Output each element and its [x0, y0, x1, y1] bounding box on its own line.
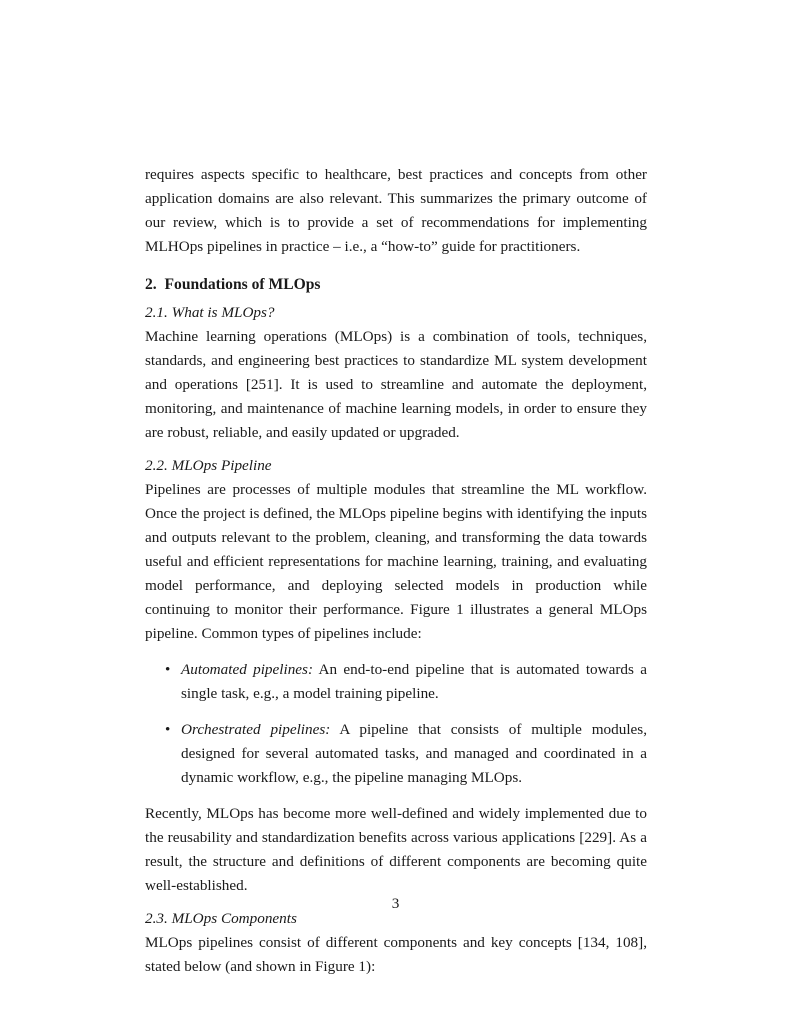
- section-title: Foundations of MLOps: [164, 276, 321, 293]
- bullet-icon: •: [165, 721, 171, 738]
- what-is-mlops-paragraph: Machine learning operations (MLOps) is a combination of tools, techniques, standards, and engineering best practices to standardize ML system development and operations [251]. It is used to streamline and automate the deployment, monitoring, and maintenance of machine learning models, in order to ensure they are robust, reliable, and easily updated or upgraded.: [145, 328, 647, 441]
- list-item-text: A pipeline that consists of multiple modules, designed for several automated tasks, and managed and coordinated in a dynamic workflow, e.g., the pipeline managing MLOps.: [181, 721, 648, 786]
- subsection-title: MLOps Components: [171, 910, 297, 927]
- mlops-pipeline-closing-paragraph: Recently, MLOps has become more well-defined and widely implemented due to the reusability and standardization benefits across various applications [229]. As a result, the structure and definitions of different components are becoming quite well-established.: [145, 805, 647, 894]
- mlops-pipeline-paragraph: Pipelines are processes of multiple modules that streamline the ML workflow. Once the project is defined, the MLOps pipeline begins with identifying the inputs and outputs relevant to the problem, cleaning, and transforming the data towards useful and efficient representations for machine learning, training, and evaluating model performance, and deploying selected models in production while continuing to monitor their performance. Figure 1 illustrates a general MLOps pipeline. Common types of pipelines include:: [145, 481, 647, 642]
- list-item-text: An end-to-end pipeline that is automated towards a single task, e.g., a model training pipeline.: [181, 661, 647, 702]
- list-item-term: Automated pipelines:: [181, 661, 314, 678]
- page-number: 3: [391, 895, 400, 912]
- page-body: [145, 163, 647, 979]
- list-item: [145, 718, 647, 790]
- pipeline-types-list: [145, 658, 647, 790]
- subsection-number: 2.2.: [145, 457, 168, 474]
- subsection-number: 2.1.: [145, 304, 168, 321]
- subsection-title: What is MLOps?: [171, 304, 275, 321]
- subsection-number: 2.3.: [145, 910, 168, 927]
- subsection-heading-what-is-mlops: [145, 301, 647, 325]
- mlops-components-paragraph: MLOps pipelines consist of different components and key concepts [134, 108], stated below (and shown in Figure 1):: [145, 934, 647, 975]
- intro-paragraph: requires aspects specific to healthcare, best practices and concepts from other application domains are also relevant. This summarizes the primary outcome of our review, which is to provide a set of recommendations for implementing MLHOps pipelines in practice – i.e., a “how-to” guide for practitioners.: [145, 166, 647, 255]
- list-item: [145, 658, 647, 706]
- subsection-title: MLOps Pipeline: [171, 457, 272, 474]
- list-item-term: Orchestrated pipelines:: [181, 721, 331, 738]
- subsection-heading-mlops-pipeline: [145, 454, 647, 478]
- section-number: 2.: [145, 276, 157, 293]
- bullet-icon: •: [165, 661, 171, 678]
- section-heading: [145, 273, 647, 297]
